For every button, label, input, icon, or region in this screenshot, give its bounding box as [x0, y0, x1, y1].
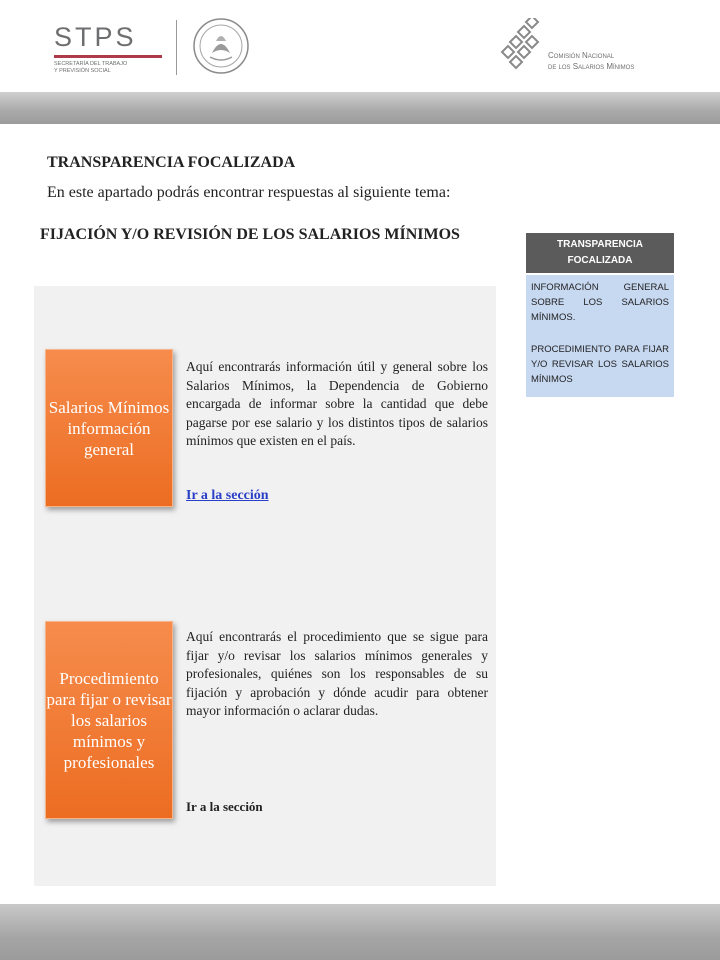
sidebar-item-general-info[interactable]: INFORMACIÓN GENERAL SOBRE LOS SALARIOS MÍNIMOS. — [531, 282, 669, 323]
card-general-info-link[interactable]: Ir a la sección — [186, 488, 269, 503]
mexico-coat-of-arms-icon — [192, 17, 250, 75]
card-procedure-description: Aquí encontrarás el procedimiento que se sigue para fijar y/o revisar los salarios mínimos generales y profesionales, quiénes son los responsables de su fijación y aprobación y dónde acudir para obtener mayor información o aclarar dudas. — [186, 629, 488, 718]
cnsm-name-line1: Comisión Nacional — [548, 51, 615, 60]
intro-text: En este apartado podrás encontrar respuestas al siguiente tema: — [47, 184, 451, 201]
page-header — [0, 0, 720, 92]
section-title: FIJACIÓN Y/O REVISIÓN DE LOS SALARIOS MÍNIMOS — [40, 226, 460, 243]
stps-logo — [50, 22, 170, 78]
card-general-info-description: Aquí encontrarás información útil y general sobre los Salarios Mínimos, la Dependencia de Gobierno encargada de informar sobre la cantidad que debe pagarse por ese salario y los distintos tipos de salarios mínimos que existen en el país. — [186, 359, 488, 448]
card-general-info-label: Salarios Mínimos información general — [48, 397, 170, 459]
card-general-info-box[interactable] — [45, 349, 173, 507]
header-divider — [176, 20, 177, 75]
sidebar-menu — [526, 275, 674, 397]
cnsm-name-line2: de los Salarios Mínimos — [548, 62, 635, 71]
card-procedure-label: Procedimiento para fijar o revisar los salarios mínimos y profesionales — [46, 668, 172, 772]
cnsm-logo-text — [548, 50, 634, 72]
stps-subtitle-line2: Y PREVISIÓN SOCIAL — [54, 68, 111, 74]
sidebar-header-label: TRANSPARENCIA FOCALIZADA — [557, 239, 643, 266]
sidebar-header — [526, 233, 674, 273]
card-procedure-box[interactable] — [45, 621, 173, 819]
sidebar-item-procedure[interactable]: PROCEDIMIENTO PARA FIJAR Y/O REVISAR LOS SALARIOS MÍNIMOS — [531, 344, 669, 385]
cnsm-logo — [496, 18, 666, 82]
page-title: TRANSPARENCIA FOCALIZADA — [47, 154, 296, 171]
stps-logo-subtitle — [54, 61, 127, 75]
stps-logo-text: STPS — [54, 22, 137, 52]
card-procedure-link[interactable]: Ir a la sección — [186, 799, 263, 814]
footer-band — [0, 904, 720, 960]
stps-logo-bar — [54, 55, 162, 58]
header-band — [0, 92, 720, 124]
stps-subtitle-line1: SECRETARÍA DEL TRABAJO — [54, 61, 128, 67]
cnsm-logo-mark-icon — [496, 18, 546, 78]
